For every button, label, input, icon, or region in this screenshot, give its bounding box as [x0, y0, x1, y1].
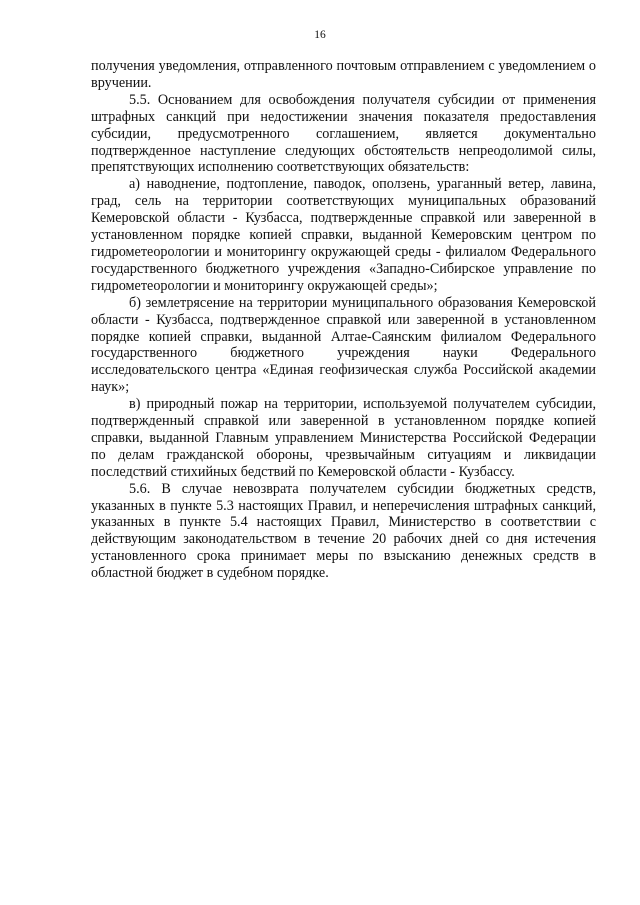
paragraph-5-5: 5.5. Основанием для освобождения получателя субсидии от применения штрафных санкций при недостижении значения показателя предоставления субсидии, предусмотренного соглашением, является документально подтвержденное наступление следующих обстоятельств непреодолимой силы, препятствующих исполнению соответствующих обязательств:	[91, 91, 596, 176]
paragraph-5-5-b: б) землетрясение на территории муниципального образования Кемеровской области - Кузбасса, подтвержденное справкой или заверенной в установленном порядке копией справки, выданной Алтае-Саянским филиалом Федерального государственного бюджетного учреждения науки Федерального исследовательского центра «Единая геофизическая служба Российской академии наук»;	[91, 294, 596, 396]
page-number: 16	[314, 29, 326, 41]
document-body	[91, 58, 596, 582]
paragraph-5-6: 5.6. В случае невозврата получателем субсидии бюджетных средств, указанных в пункте 5.3 настоящих Правил, и неперечисления штрафных санкций, указанных в пункте 5.4 настоящих Правил, Министерство в соответствии с действующим законодательством в течение 20 рабочих дней со дня истечения установленного срока принимает меры по взысканию денежных средств в областной бюджет в судебном порядке.	[91, 480, 596, 582]
paragraph-5-5-v: в) природный пожар на территории, используемой получателем субсидии, подтвержденный справкой или заверенной в установленном порядке копией справки, выданной Главным управлением Министерства Российской Федерации по делам гражданской обороны, чрезвычайным ситуациям и ликвидации последствий стихийных бедствий по Кемеровской области - Кузбассу.	[91, 396, 596, 480]
paragraph-continuation: получения уведомления, отправленного почтовым отправлением с уведомлением о вручении.	[91, 58, 596, 91]
paragraph-5-5-a: а) наводнение, подтопление, паводок, оползень, ураганный ветер, лавина, град, сель на территории соответствующих муниципальных образований Кемеровской области - Кузбасса, подтвержденные справкой или заверенной в установленном порядке копией справки, выданной Кемеровским центром по гидрометеорологии и мониторингу окружающей среды - филиалом Федерального государственного бюджетного учреждения «Западно-Сибирское управление по гидрометеорологии и мониторингу окружающей среды»;	[91, 176, 596, 294]
